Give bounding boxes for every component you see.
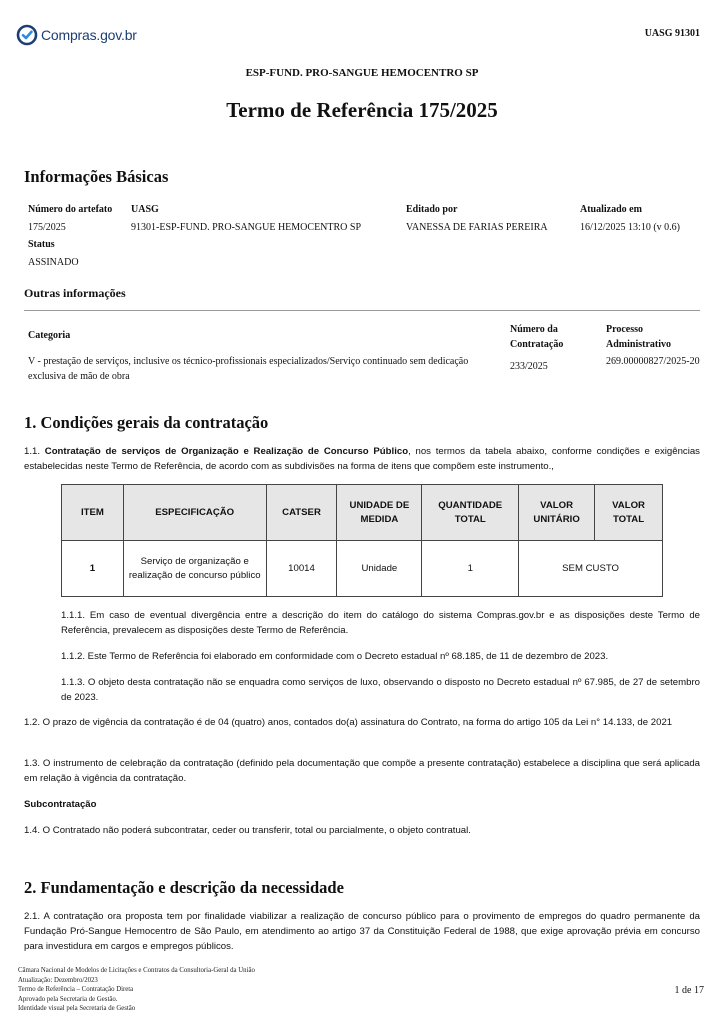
contract-number-label: Número da Contratação	[510, 324, 564, 350]
cell-catser: 10014	[266, 541, 337, 597]
compras-logo[interactable]	[16, 24, 137, 46]
column-header-unit-value: VALOR UNITÁRIO	[519, 485, 595, 541]
updated-at-value: 16/12/2025 13:10 (v 0.6)	[580, 222, 680, 233]
items-table	[61, 484, 663, 597]
table-header-row	[62, 485, 663, 541]
column-header-item: ITEM	[62, 485, 124, 541]
process-label: Processo Administrativo	[606, 324, 671, 350]
uasg-header: UASG 91301	[644, 28, 700, 39]
status-label: Status	[28, 239, 55, 250]
column-header-specification: ESPECIFICAÇÃO	[123, 485, 266, 541]
cell-specification: Serviço de organização e realização de concurso público	[123, 541, 266, 597]
category-label: Categoria	[28, 330, 71, 341]
divider	[24, 310, 700, 311]
artifact-value: 175/2025	[28, 222, 66, 233]
section-2-heading: 2. Fundamentação e descrição da necessidade	[24, 878, 344, 897]
artifact-label: Número do artefato	[28, 204, 113, 215]
basic-info-heading: Informações Básicas	[24, 167, 169, 186]
paragraph-1-3: 1.3. O instrumento de celebração da contratação (definido pela documentação que compõe a presente contratação) estabelece a disciplina que será aplicada em relação à vigência da contratação.	[24, 758, 700, 784]
column-header-catser: CATSER	[266, 485, 337, 541]
paragraph-1-1-prefix: 1.1.	[24, 446, 45, 457]
updated-at-label: Atualizado em	[580, 204, 642, 215]
cell-unit: Unidade	[337, 541, 422, 597]
cell-item: 1	[62, 541, 124, 597]
status-value: ASSINADO	[28, 257, 79, 268]
logo-text: Compras.gov.br	[41, 27, 137, 43]
other-info-heading: Outras informações	[24, 286, 126, 300]
uasg-label: UASG	[131, 204, 159, 215]
edited-by-value: VANESSA DE FARIAS PEREIRA	[406, 222, 548, 233]
paragraph-1-1-bold: Contratação de serviços de Organização e Realização de Concurso Público	[44, 446, 409, 457]
column-header-total-value: VALOR TOTAL	[595, 485, 663, 541]
page-number: 1 de 17	[674, 985, 704, 996]
paragraph-1-2: 1.2. O prazo de vigência da contratação é de 04 (quatro) anos, contados do(a) assinatura do Contrato, na forma do artigo 105 da Lei n° 14.133, de 2021	[24, 717, 673, 728]
process-value: 269.00000827/2025-20	[606, 356, 700, 367]
footer-line: Atualização: Dezembro/2023	[18, 976, 98, 984]
paragraph-1-1-rest: , nos termos da tabela abaixo, conforme condições e exigências estabelecidas neste Termo de Referência, de acordo com as subdivisões na forma de itens que compõem este instrumento.,	[24, 446, 700, 472]
footer-line: Câmara Nacional de Modelos de Licitações e Contratos da Consultoria-Geral da União	[18, 967, 255, 974]
page-header	[0, 0, 724, 60]
footer-line: Termo de Referência – Contratação Direta	[18, 986, 134, 993]
column-header-unit: UNIDADE DE MEDIDA	[337, 485, 422, 541]
category-value: V - prestação de serviços, inclusive os técnico-profissionais especializados/Serviço continuado sem dedicação exclusiva de mão de obra	[28, 356, 469, 382]
compras-logo-icon	[16, 24, 38, 46]
subcontracting-heading: Subcontratação	[24, 799, 97, 810]
footer-line: Aprovado pela Secretaria de Gestão.	[18, 995, 118, 1003]
page-footer	[18, 966, 255, 1014]
paragraph-1-1-1: 1.1.1. Em caso de eventual divergência entre a descrição do item do catálogo do sistema Compras.gov.br e as disposições deste Termo de Referência, prevalecem as disposições deste Termo de Referência.	[61, 610, 700, 636]
edited-by-label: Editado por	[406, 204, 458, 215]
column-header-quantity: QUANTIDADE TOTAL	[422, 485, 519, 541]
document-title: Termo de Referência 175/2025	[226, 98, 498, 122]
cell-quantity: 1	[422, 541, 519, 597]
table-row	[62, 541, 663, 597]
paragraph-1-1-2: 1.1.2. Este Termo de Referência foi elaborado em conformidade com o Decreto estadual nº 68.185, de 11 de dezembro de 2023.	[61, 651, 609, 662]
paragraph-1-1-3: 1.1.3. O objeto desta contratação não se enquadra como serviços de luxo, observando o disposto no Decreto estadual nº 67.985, de 27 de setembro de 2023.	[61, 677, 700, 703]
organization-name: ESP-FUND. PRO-SANGUE HEMOCENTRO SP	[245, 67, 479, 79]
section-1-heading: 1. Condições gerais da contratação	[24, 413, 269, 432]
uasg-value: 91301-ESP-FUND. PRO-SANGUE HEMOCENTRO SP	[131, 222, 362, 233]
contract-number-value: 233/2025	[510, 361, 548, 372]
paragraph-1-1	[24, 444, 700, 474]
cell-value: SEM CUSTO	[519, 541, 663, 597]
paragraph-2-1: 2.1. A contratação ora proposta tem por finalidade viabilizar a realização de concurso público para o provimento de empregos do quadro permanente da Fundação Pró-Sangue Hemocentro de São Paulo, em atendimento ao artigo 37 da Constituição Federal de 1988, que exige aprovação prévia em concurso para investidura em cargos e empregos públicos.	[24, 911, 700, 952]
paragraph-1-4: 1.4. O Contratado não poderá subcontratar, ceder ou transferir, total ou parcialmente, o objeto contratual.	[24, 825, 471, 836]
footer-line: Identidade visual pela Secretaria de Gestão	[18, 1005, 136, 1012]
